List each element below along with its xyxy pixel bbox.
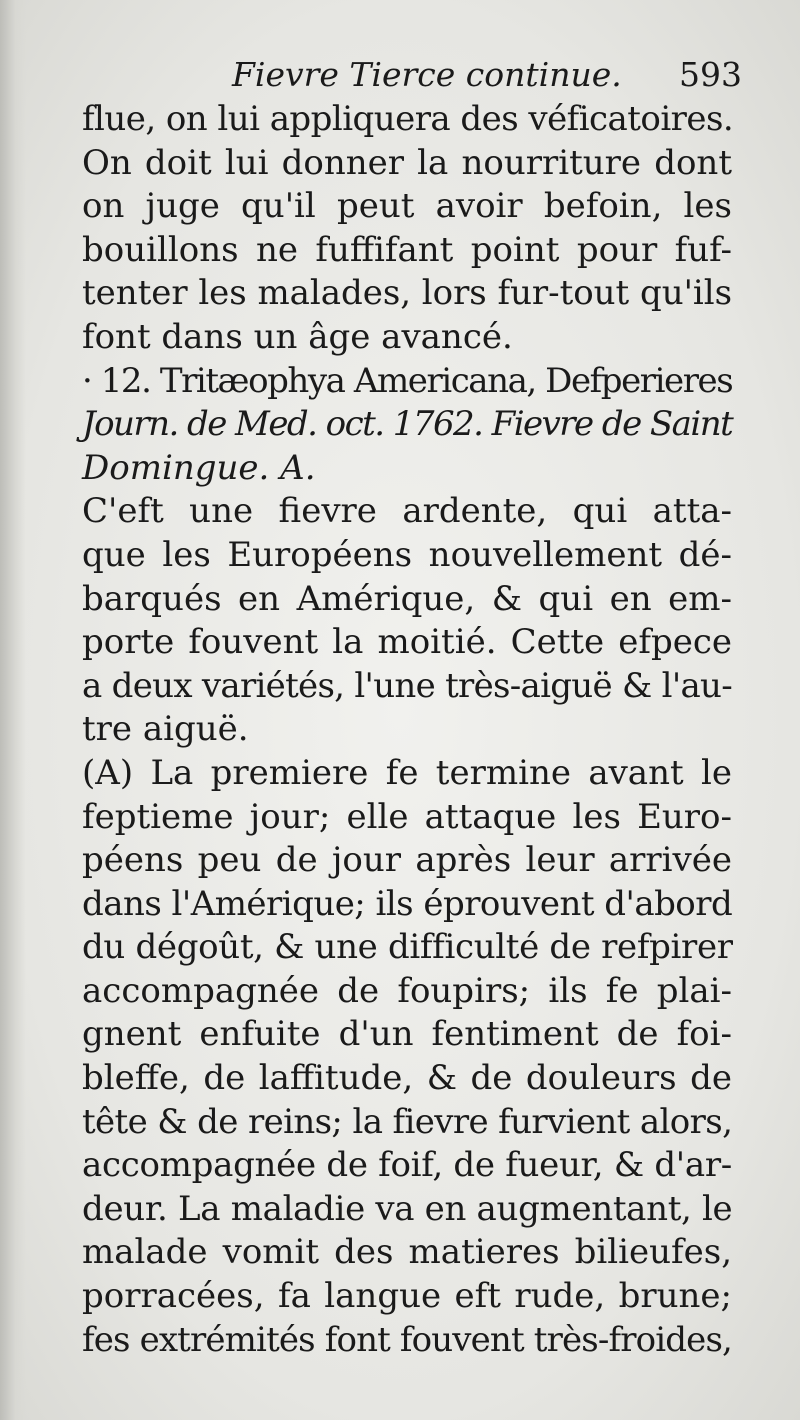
text-line: C'eft une fievre ardente, qui atta- — [82, 491, 732, 532]
text-line: on juge qu'il peut avoir befoin, les — [82, 186, 732, 227]
text-line: du dégoût, & une difficulté de refpirer — [82, 927, 733, 968]
text-line: accompagnée de foupirs; ils fe plai- — [82, 970, 732, 1011]
text-line: porracées, fa langue eft rude, brune; — [82, 1276, 732, 1317]
text-line: porte fouvent la moitié. Cette efpece — [82, 622, 732, 663]
body-text — [82, 98, 732, 1362]
text-line: bouillons ne fuffifant point pour fuf- — [82, 229, 732, 270]
text-line: a deux variétés, l'une très-aiguë & l'au- — [82, 665, 732, 706]
text-line: tenter les malades, lors fur-tout qu'ils — [82, 273, 732, 314]
text-line-citation: Domingue. A. — [82, 447, 316, 488]
text-line: deur. La maladie va en augmentant, le — [82, 1188, 733, 1229]
running-title: Fievre Tierce continue. — [232, 55, 622, 94]
text-line-citation: Journ. de Med. oct. 1762. Fievre de Saint — [82, 404, 733, 445]
text-line: feptieme jour; elle attaque les Euro- — [82, 796, 732, 837]
text-line: bleffe, de laffitude, & de douleurs de — [82, 1058, 732, 1099]
text-line: accompagnée de foif, de fueur, & d'ar- — [82, 1145, 732, 1186]
text-line: barqués en Amérique, & qui en em- — [82, 578, 732, 619]
text-line: flue, on lui appliquera des véficatoires. — [82, 99, 734, 139]
page-header — [82, 52, 742, 98]
text-line: dans l'Amérique; ils éprouvent d'abord — [82, 883, 733, 924]
text-line: malade vomit des matieres bilieufes, — [82, 1232, 732, 1273]
text-line: gnent enfuite d'un fentiment de foi- — [82, 1014, 732, 1055]
text-line: que les Européens nouvellement dé- — [82, 534, 732, 575]
text-line: tre aiguë. — [82, 709, 249, 750]
page-number: 593 — [679, 55, 742, 94]
text-line: péens peu de jour après leur arrivée — [82, 840, 732, 881]
text-line: font dans un âge avancé. — [82, 316, 513, 357]
page-text — [82, 52, 742, 1362]
text-line: (A) La premiere fe termine avant le — [82, 752, 732, 793]
text-line-entry-heading: · 12. Tritæophya Americana, Defperieres — [82, 360, 733, 401]
text-line: fes extrémités font fouvent très-froides, — [82, 1319, 732, 1360]
text-line: On doit lui donner la nourriture dont — [82, 142, 732, 183]
text-line: tête & de reins; la fievre furvient alors, — [82, 1101, 733, 1142]
page-gutter-shadow — [0, 0, 26, 1420]
